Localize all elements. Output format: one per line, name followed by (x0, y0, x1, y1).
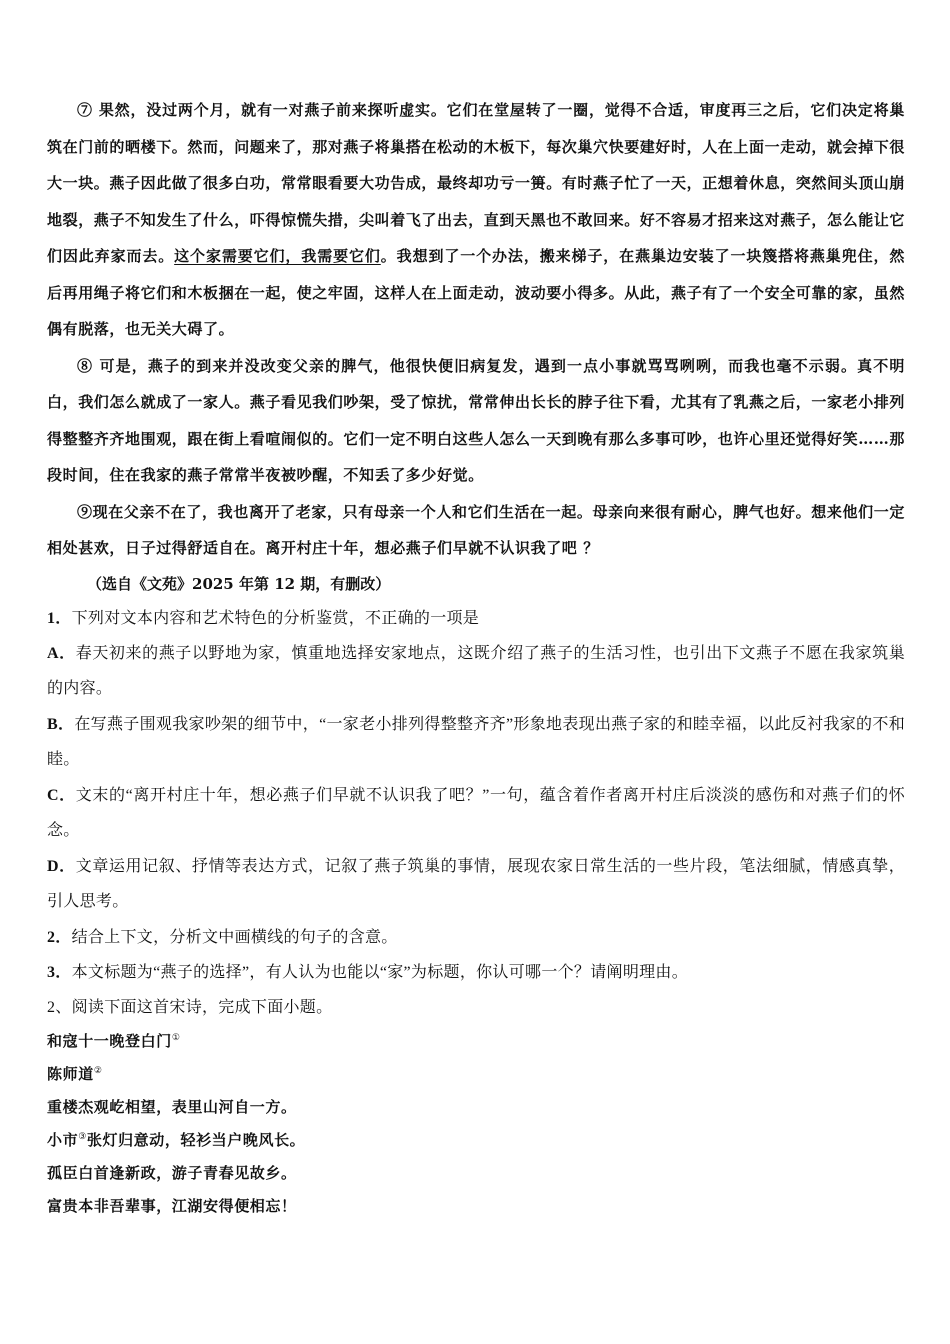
article-source: （选自《文苑》2025 年第 12 期，有删改） (87, 574, 391, 593)
document-page (47, 92, 905, 1223)
option-d (47, 849, 905, 920)
paragraph-text: 可是，燕子的到来并没改变父亲的脾气，他很快便旧病复发，遇到一点小事就骂骂咧咧，而我也毫不示弱。真不明白，我们怎么就成了一家人。燕子看见我们吵架，受了惊扰，常常伸出长长的脖子往下看，尤其有了乳燕之后，一家老小排列得整整齐齐地围观，跟在街上看喧闹似的。它们一定不明白这些人怎么一天到晚有那么多事可吵，也许心里还觉得好笑……那段时间，住在我家的燕子常常半夜被吵醒，不知丢了多少好觉。 (47, 356, 906, 484)
footnote-marker: ② (93, 1065, 103, 1076)
question-stem: 本文标题为“燕子的选择”，有人认为也能以“家”为标题，你认可哪一个？请阐明理由。 (71, 963, 689, 981)
poem-line-text: 重楼杰观屹相望，表里山河自一方。 (47, 1097, 297, 1116)
underlined-sentence: 这个家需要它们，我需要它们 (174, 247, 381, 265)
poem-author (47, 1058, 905, 1091)
option-text: 文章运用记叙、抒情等表达方式，记叙了燕子筑巢的事情，展现农家日常生活的一些片段，笔法细腻，情感真挚，引人思考。 (47, 857, 905, 910)
option-text: 文末的“离开村庄十年，想必燕子们早就不认识我了吧？”一句，蕴含着作者离开村庄后淡淡的感伤和对燕子们的怀念。 (47, 786, 906, 839)
poem-line-text: 张灯归意动，轻衫当户晚风长。 (86, 1130, 306, 1149)
question-number: 1． (47, 609, 72, 627)
poem-line-text: 孤臣白首逢新政，游子青春见故乡。 (47, 1163, 297, 1182)
poem-title (47, 1025, 905, 1058)
option-label: C． (47, 786, 76, 804)
question-1 (47, 601, 905, 636)
option-label: B． (47, 715, 75, 733)
question-stem: 结合上下文，分析文中画横线的句子的含意。 (71, 928, 398, 946)
poem-line-4 (47, 1190, 905, 1223)
footnote-marker: ① (171, 1032, 181, 1043)
poem-line-3 (47, 1157, 905, 1190)
option-text: 在写燕子围观我家吵架的细节中，“一家老小排列得整整齐齐”形象地表现出燕子家的和睦幸福，以此反衬我家的不和睦。 (47, 715, 905, 768)
option-a (47, 636, 905, 707)
poem-title-text: 和寇十一晚登白门 (47, 1031, 172, 1050)
poem-line-text: 小市 (47, 1130, 79, 1149)
paragraph-text: 现在父亲不在了，我也离开了老家，只有母亲一个人和它们生活在一起。母亲向来很有耐心，脾气也好。想来他们一定相处甚欢，日子过得舒适自在。离开村庄十年，想必燕子们早就不认识我了吧 ？ (47, 502, 905, 557)
paragraph-7 (47, 92, 905, 348)
option-label: D． (47, 857, 76, 875)
paragraph-text: 果然，没过两个月，就有一对燕子前来探听虚实。它们在堂屋转了一圈，觉得不合适，审度再三之后，它们决定将巢筑在门前的晒楼下。然而，问题来了，那对燕子将巢搭在松动的木板下，每次巢穴快要建好时，人在上面一走动，就会掉下很大一块。燕子因此做了很多白功，常常眼看要大功告成，最终却功亏一篑。有时燕子忙了一天，正想着休息，突然间头顶山崩地裂，燕子不知发生了什么，吓得惊慌失措，尖叫着飞了出去，直到天黑也不敢回来。好不容易才招来这对燕子，怎么能让它们因此弃家而去。 (47, 101, 906, 265)
paragraph-9 (47, 494, 905, 567)
footnote-marker: ③ (78, 1131, 87, 1142)
poem-line-1 (47, 1091, 905, 1124)
section-2-heading: 2、阅读下面这首宋诗，完成下面小题。 (47, 998, 333, 1016)
option-label: A． (47, 644, 76, 662)
option-text: 春天初来的燕子以野地为家，慎重地选择安家地点，这既介绍了燕子的生活习性，也引出下文燕子不愿在我家筑巢的内容。 (47, 644, 905, 697)
question-number: 3． (47, 963, 72, 981)
poem-line-2 (47, 1124, 905, 1157)
poem-line-text: 富贵本非吾辈事，江湖安得便相忘！ (47, 1196, 297, 1215)
paragraph-number: ⑦ (77, 101, 93, 119)
option-b (47, 707, 905, 778)
paragraph-number: ⑧ (77, 356, 94, 375)
question-2 (47, 920, 905, 955)
option-c (47, 778, 905, 849)
question-3 (47, 955, 905, 990)
paragraph-text: 。我想到了一个办法，搬来梯子，在燕巢边安装了一块篾搭将燕巢兜住，然后再用绳子将它们和木板捆在一起，使之牢固，这样人在上面走动，波动要小得多。从此，燕子有了一个安全可靠的家，虽然偶有脱落，也无关大碍了。 (47, 247, 906, 338)
paragraph-8 (47, 348, 905, 494)
question-stem: 下列对文本内容和艺术特色的分析鉴赏，不正确的一项是 (71, 609, 480, 627)
paragraph-number: ⑨ (77, 502, 93, 521)
question-number: 2． (47, 928, 72, 946)
poem-author-text: 陈师道 (47, 1064, 94, 1083)
